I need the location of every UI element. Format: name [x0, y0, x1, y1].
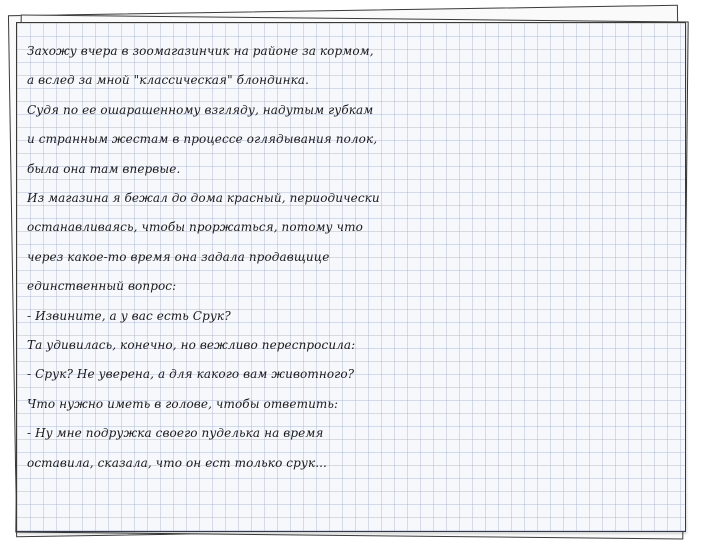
text-line: - Срук? Не уверена, а для какого вам животного?: [27, 367, 355, 382]
text-line: и странным жестам в процессе оглядывания полок,: [27, 132, 378, 147]
text-line: единственный вопрос:: [27, 279, 177, 294]
text-line: оставила, сказала, что он ест только срук...: [27, 455, 327, 470]
text-line: - Извините, а у вас есть Срук?: [27, 308, 231, 323]
text-line: Судя по ее ошарашенному взгляду, надутым губкам: [27, 102, 374, 117]
text-line: - Ну мне подружка своего пуделька на время: [27, 426, 324, 441]
text-line: Из магазина я бежал до дома красный, периодически: [27, 191, 380, 206]
text-line: Та удивилась, конечно, но вежливо переспросила:: [27, 338, 356, 353]
text-line: а вслед за мной "классическая" блондинка.: [27, 73, 310, 88]
text-line: Что нужно иметь в голове, чтобы ответить:: [27, 396, 339, 411]
text-line: останавливаясь, чтобы проржаться, потому что: [27, 220, 363, 235]
notebook-paper: [16, 22, 686, 532]
text-line: через какое-то время она задала продавщице: [27, 249, 330, 264]
joke-text: [27, 37, 677, 478]
text-line: Захожу вчера в зоомагазинчик на районе за кормом,: [27, 44, 374, 58]
text-line: была она там впервые.: [27, 161, 181, 176]
